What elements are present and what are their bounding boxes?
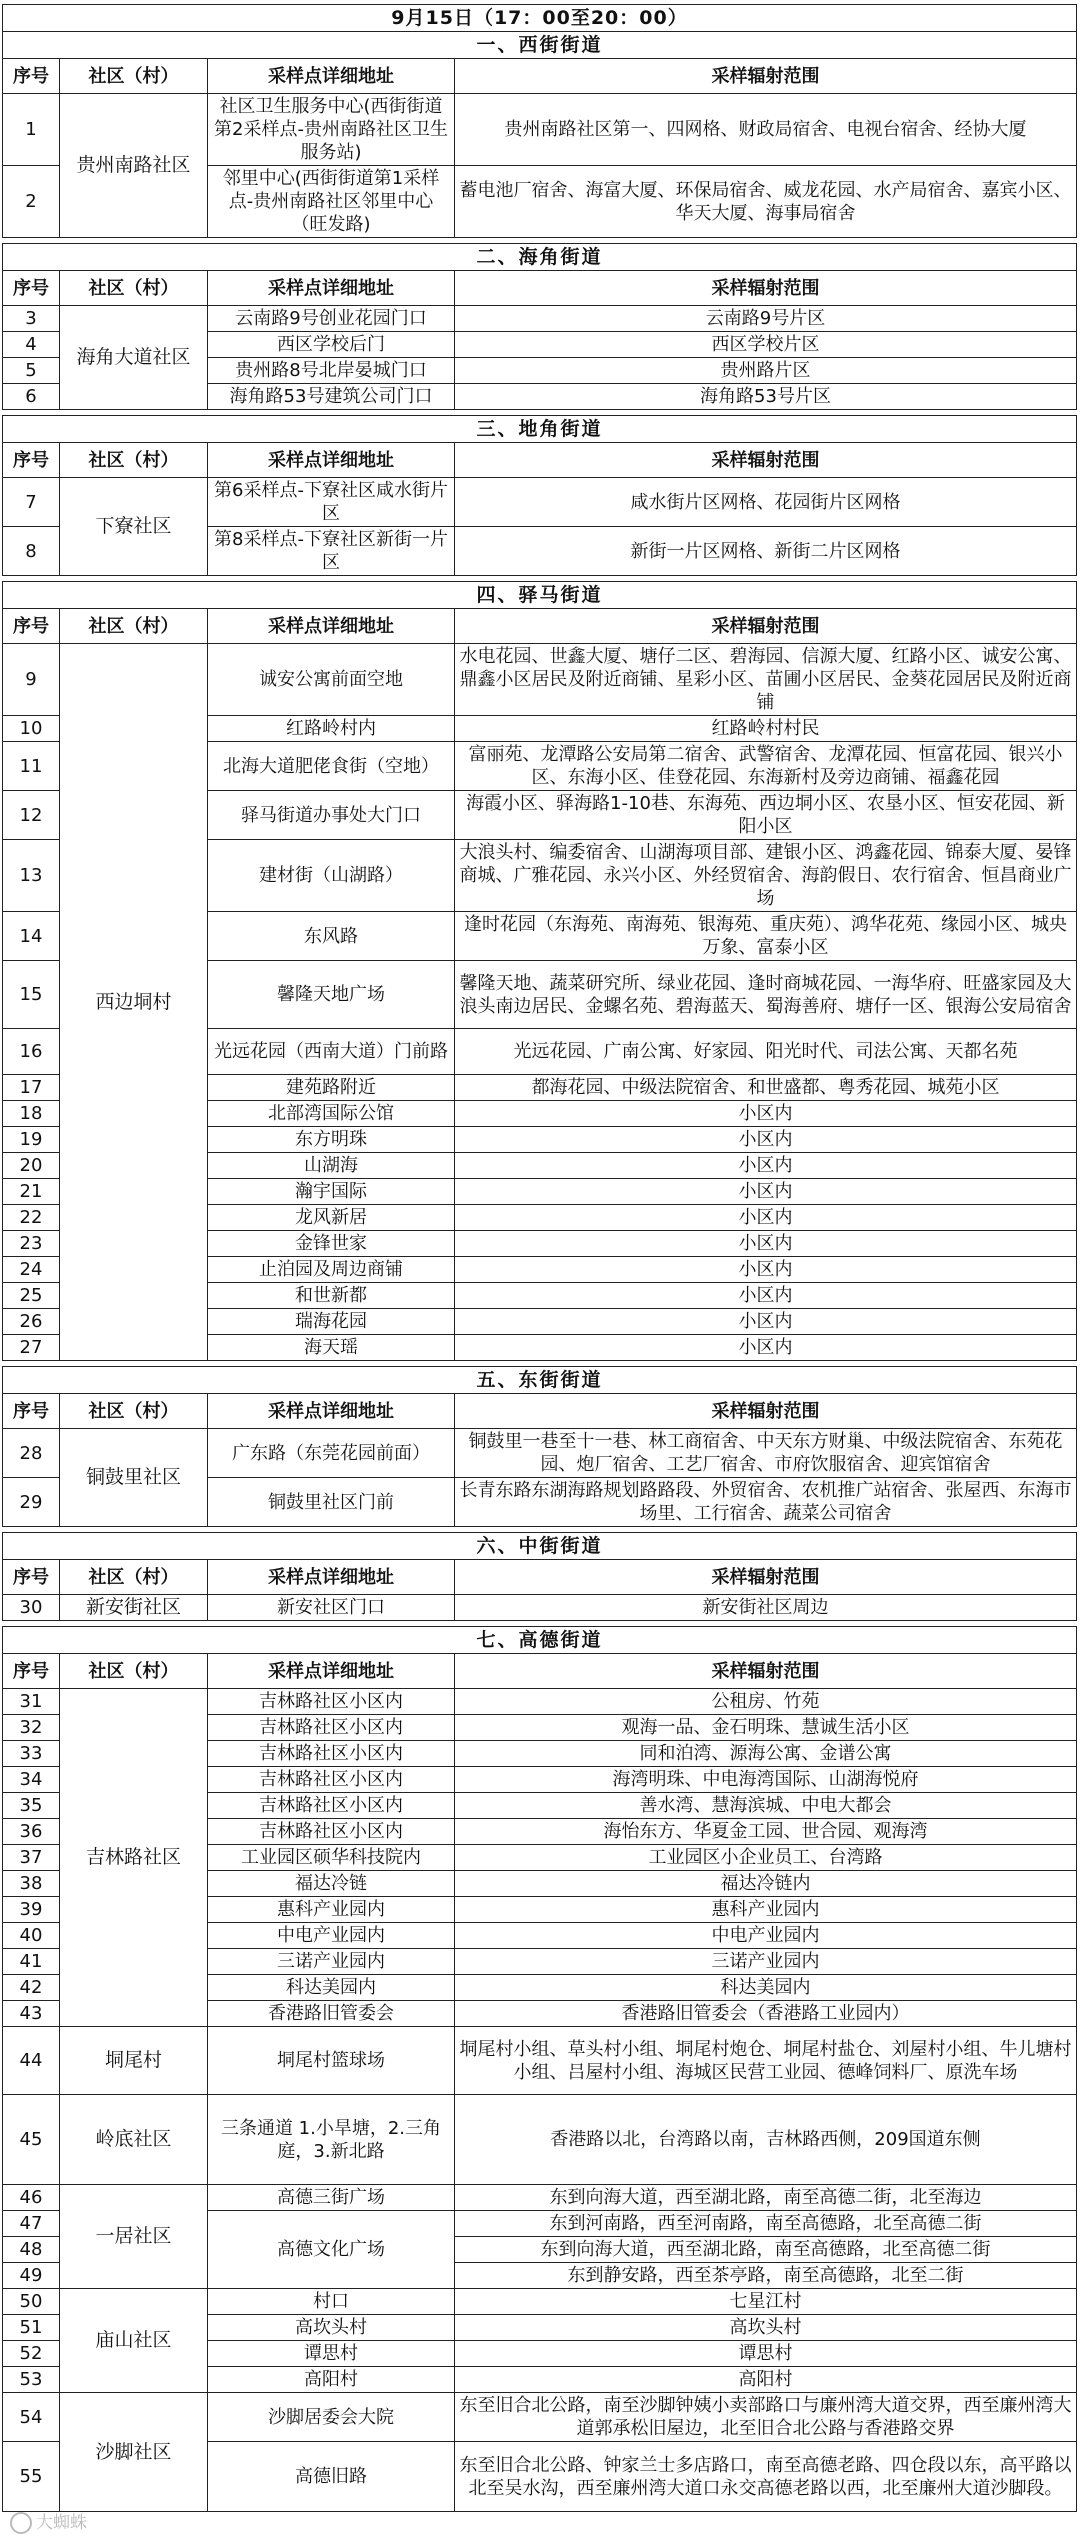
- sampling-range: 逢时花园（东海苑、南海苑、银海苑、重庆苑）、鸿华花苑、缘园小区、城央万象、富泰小区: [455, 912, 1077, 961]
- column-header-range: 采样辐射范围: [455, 443, 1077, 478]
- sampling-range: 东至旧合北公路、钟家兰士多店路口，南至高德老路、四仓段以东，高平路以北至吴水沟，西至廉州湾大道口永交高德老路以西，北至廉州大道沙脚段。: [455, 2442, 1077, 2512]
- sampling-address: 西区学校后门: [208, 332, 455, 358]
- community-name: 铜鼓里社区: [60, 1429, 208, 1527]
- row-number: 37: [3, 1845, 60, 1871]
- sampling-range: 富丽苑、龙潭路公安局第二宿舍、武警宿舍、龙潭花园、恒富花园、银兴小区、东海小区、佳登花园、东海新村及旁边商铺、福鑫花园: [455, 742, 1077, 791]
- row-number: 55: [3, 2442, 60, 2512]
- sampling-range: 咸水街片区网格、花园街片区网格: [455, 478, 1077, 527]
- column-header-community: 社区（村）: [60, 443, 208, 478]
- row-number: 35: [3, 1793, 60, 1819]
- row-number: 1: [3, 94, 60, 166]
- section-title: 五、东街街道: [3, 1367, 1077, 1394]
- sampling-address: 科达美园内: [208, 1975, 455, 2001]
- row-number: 48: [3, 2237, 60, 2263]
- sampling-schedule-sheet: [2, 4, 1076, 2512]
- row-number: 47: [3, 2211, 60, 2237]
- sampling-range: 海怡东方、华夏金工园、世合园、观海湾: [455, 1819, 1077, 1845]
- sampling-address: 三诺产业园内: [208, 1949, 455, 1975]
- sampling-range: 小区内: [455, 1127, 1077, 1153]
- sampling-range: 红路岭村村民: [455, 716, 1077, 742]
- sampling-range: 东到河南路，西至河南路，南至高德路，北至高德二街: [455, 2211, 1077, 2237]
- community-name: 贵州南路社区: [60, 94, 208, 238]
- sampling-range: 科达美园内: [455, 1975, 1077, 2001]
- row-number: 14: [3, 912, 60, 961]
- table-row: [3, 2289, 1077, 2315]
- watermark: [10, 2508, 87, 2534]
- row-number: 15: [3, 961, 60, 1029]
- row-number: 54: [3, 2393, 60, 2442]
- table-row: [3, 1595, 1077, 1621]
- sampling-address: 北部湾国际公馆: [208, 1101, 455, 1127]
- column-header-no: 序号: [3, 443, 60, 478]
- community-name: 沙脚社区: [60, 2393, 208, 2512]
- column-header-no: 序号: [3, 1394, 60, 1429]
- section-title: 二、海角街道: [3, 244, 1077, 271]
- row-number: 21: [3, 1179, 60, 1205]
- sampling-address: 惠科产业园内: [208, 1897, 455, 1923]
- row-number: 43: [3, 2001, 60, 2027]
- sampling-range: 福达冷链内: [455, 1871, 1077, 1897]
- column-header-address: 采样点详细地址: [208, 1560, 455, 1595]
- row-number: 12: [3, 791, 60, 840]
- section-title: 一、西街街道: [3, 32, 1077, 59]
- column-header-address: 采样点详细地址: [208, 1394, 455, 1429]
- sampling-range: 观海一品、金石明珠、慧诚生活小区: [455, 1715, 1077, 1741]
- column-header-range: 采样辐射范围: [455, 1560, 1077, 1595]
- sampling-address: 广东路（东莞花园前面）: [208, 1429, 455, 1478]
- sampling-address: 社区卫生服务中心(西街街道第2采样点-贵州南路社区卫生服务站): [208, 94, 455, 166]
- community-name: 下寮社区: [60, 478, 208, 576]
- community-name: 新安街社区: [60, 1595, 208, 1621]
- sampling-range: 小区内: [455, 1101, 1077, 1127]
- row-number: 36: [3, 1819, 60, 1845]
- sampling-address: 贵州路8号北岸晏城门口: [208, 358, 455, 384]
- sampling-address: 红路岭村内: [208, 716, 455, 742]
- sampling-address: 吉林路社区小区内: [208, 1767, 455, 1793]
- column-header-community: 社区（村）: [60, 59, 208, 94]
- row-number: 50: [3, 2289, 60, 2315]
- sampling-address: 吉林路社区小区内: [208, 1793, 455, 1819]
- community-name: 海角大道社区: [60, 306, 208, 410]
- sampling-range: 馨隆天地、蔬菜研究所、绿业花园、逢时商城花园、一海华府、旺盛家园及大浪头南边居民、金螺名苑、碧海蓝天、蜀海善府、塘仔一区、银海公安局宿舍: [455, 961, 1077, 1029]
- table-row: [3, 94, 1077, 166]
- section-title: 七、高德街道: [3, 1627, 1077, 1654]
- sampling-range: 铜鼓里一巷至十一巷、林工商宿舍、中天东方财巢、中级法院宿舍、东苑花园、炮厂宿舍、工艺厂宿舍、市府饮服宿舍、迎宾馆宿舍: [455, 1429, 1077, 1478]
- row-number: 25: [3, 1283, 60, 1309]
- sampling-address: 第8采样点-下寮社区新街一片区: [208, 527, 455, 576]
- table-row: [3, 478, 1077, 527]
- column-header-address: 采样点详细地址: [208, 59, 455, 94]
- sampling-range: 小区内: [455, 1205, 1077, 1231]
- sampling-address: 驿马街道办事处大门口: [208, 791, 455, 840]
- sampling-address: 吉林路社区小区内: [208, 1689, 455, 1715]
- sampling-address: 瀚宇国际: [208, 1179, 455, 1205]
- column-header-community: 社区（村）: [60, 1394, 208, 1429]
- row-number: 38: [3, 1871, 60, 1897]
- sampling-address: 垌尾村篮球场: [208, 2027, 455, 2095]
- sampling-range: 新街一片区网格、新街二片区网格: [455, 527, 1077, 576]
- sampling-address: 东风路: [208, 912, 455, 961]
- table-row: [3, 2185, 1077, 2211]
- sampling-range: 七星江村: [455, 2289, 1077, 2315]
- sampling-address: 山湖海: [208, 1153, 455, 1179]
- sampling-address: 铜鼓里社区门前: [208, 1478, 455, 1527]
- row-number: 16: [3, 1029, 60, 1075]
- sampling-range: 都海花园、中级法院宿舍、和世盛都、粤秀花园、城苑小区: [455, 1075, 1077, 1101]
- row-number: 4: [3, 332, 60, 358]
- column-header-community: 社区（村）: [60, 609, 208, 644]
- sampling-address: 建材街（山湖路）: [208, 840, 455, 912]
- sampling-range: 新安街社区周边: [455, 1595, 1077, 1621]
- sampling-range: 香港路旧管委会（香港路工业园内）: [455, 2001, 1077, 2027]
- row-number: 29: [3, 1478, 60, 1527]
- row-number: 34: [3, 1767, 60, 1793]
- sampling-address: 瑞海花园: [208, 1309, 455, 1335]
- watermark-text: 大蜘蛛: [36, 2513, 87, 2533]
- row-number: 32: [3, 1715, 60, 1741]
- sampling-range: 光远花园、广南公寓、好家园、阳光时代、司法公寓、天都名苑: [455, 1029, 1077, 1075]
- row-number: 7: [3, 478, 60, 527]
- sampling-address: 海天瑶: [208, 1335, 455, 1361]
- column-header-no: 序号: [3, 1560, 60, 1595]
- table-row: [3, 2095, 1077, 2185]
- row-number: 30: [3, 1595, 60, 1621]
- table-row: [3, 1429, 1077, 1478]
- sampling-address: 建苑路附近: [208, 1075, 455, 1101]
- sampling-address: 三条通道 1.小旱塘，2.三角庭，3.新北路: [208, 2095, 455, 2185]
- sampling-address: 诚安公寓前面空地: [208, 644, 455, 716]
- sampling-range: 小区内: [455, 1257, 1077, 1283]
- column-header-range: 采样辐射范围: [455, 271, 1077, 306]
- row-number: 31: [3, 1689, 60, 1715]
- row-number: 42: [3, 1975, 60, 2001]
- column-header-community: 社区（村）: [60, 1560, 208, 1595]
- row-number: 17: [3, 1075, 60, 1101]
- row-number: 24: [3, 1257, 60, 1283]
- sampling-address: 谭思村: [208, 2341, 455, 2367]
- sampling-address: 和世新都: [208, 1283, 455, 1309]
- sampling-address: 中电产业园内: [208, 1923, 455, 1949]
- community-name: 岭底社区: [60, 2095, 208, 2185]
- sampling-address: 吉林路社区小区内: [208, 1741, 455, 1767]
- row-number: 40: [3, 1923, 60, 1949]
- sampling-range: 工业园区小企业员工、台湾路: [455, 1845, 1077, 1871]
- sampling-address: 工业园区硕华科技院内: [208, 1845, 455, 1871]
- sampling-range: 小区内: [455, 1283, 1077, 1309]
- sampling-address: 邻里中心(西街街道第1采样点-贵州南路社区邻里中心（旺发路): [208, 166, 455, 238]
- row-number: 19: [3, 1127, 60, 1153]
- sampling-address: 高阳村: [208, 2367, 455, 2393]
- sampling-range: 东到向海大道，西至湖北路，南至高德二街，北至海边: [455, 2185, 1077, 2211]
- community-name: 吉林路社区: [60, 1689, 208, 2027]
- table-row: [3, 306, 1077, 332]
- sampling-address: 福达冷链: [208, 1871, 455, 1897]
- sampling-range: 谭思村: [455, 2341, 1077, 2367]
- row-number: 33: [3, 1741, 60, 1767]
- sampling-range: 海湾明珠、中电海湾国际、山湖海悦府: [455, 1767, 1077, 1793]
- row-number: 41: [3, 1949, 60, 1975]
- column-header-address: 采样点详细地址: [208, 443, 455, 478]
- sampling-range: 东至旧合北公路，南至沙脚钟姨小卖部路口与廉州湾大道交界，西至廉州湾大道郭承松旧屋边，北至旧合北公路与香港路交界: [455, 2393, 1077, 2442]
- sampling-range: 惠科产业园内: [455, 1897, 1077, 1923]
- sampling-range: 大浪头村、编委宿舍、山湖海项目部、建银小区、鸿鑫花园、锦泰大厦、晏锋商城、广雅花园、永兴小区、外经贸宿舍、海韵假日、农行宿舍、恒昌商业广场: [455, 840, 1077, 912]
- sampling-address: 海角路53号建筑公司门口: [208, 384, 455, 410]
- sampling-range: 同和泊湾、源海公寓、金谱公寓: [455, 1741, 1077, 1767]
- sampling-range: 长青东路东湖海路规划路路段、外贸宿舍、农机推广站宿舍、张屋西、东海市场里、工行宿舍、蔬菜公司宿舍: [455, 1478, 1077, 1527]
- row-number: 51: [3, 2315, 60, 2341]
- sampling-address: 北海大道肥佬食街（空地）: [208, 742, 455, 791]
- table-row: [3, 2027, 1077, 2095]
- community-name: 垌尾村: [60, 2027, 208, 2095]
- sampling-range: 贵州南路社区第一、四网格、财政局宿舍、电视台宿舍、经协大厦: [455, 94, 1077, 166]
- sampling-address: 止泊园及周边商铺: [208, 1257, 455, 1283]
- sampling-address: 香港路旧管委会: [208, 2001, 455, 2027]
- row-number: 6: [3, 384, 60, 410]
- sampling-range: 香港路以北，台湾路以南，吉林路西侧，209国道东侧: [455, 2095, 1077, 2185]
- table-title: 9月15日（17：00至20：00）: [3, 5, 1077, 32]
- row-number: 27: [3, 1335, 60, 1361]
- column-header-no: 序号: [3, 609, 60, 644]
- sampling-address: 东方明珠: [208, 1127, 455, 1153]
- row-number: 53: [3, 2367, 60, 2393]
- sampling-range: 东到向海大道，西至湖北路，南至高德路，北至高德二街: [455, 2237, 1077, 2263]
- column-header-no: 序号: [3, 1654, 60, 1689]
- sampling-range: 善水湾、慧海滨城、中电大都会: [455, 1793, 1077, 1819]
- sampling-range: 海霞小区、驿海路1-10巷、东海苑、西边垌小区、农垦小区、恒安花园、新阳小区: [455, 791, 1077, 840]
- sampling-range: 小区内: [455, 1231, 1077, 1257]
- sampling-range: 蓄电池厂宿舍、海富大厦、环保局宿舍、威龙花园、水产局宿舍、嘉宾小区、华天大厦、海事局宿舍: [455, 166, 1077, 238]
- sampling-address: 沙脚居委会大院: [208, 2393, 455, 2442]
- sampling-table: [2, 4, 1077, 2512]
- sampling-address: 金锋世家: [208, 1231, 455, 1257]
- sampling-range: 高坎头村: [455, 2315, 1077, 2341]
- column-header-community: 社区（村）: [60, 1654, 208, 1689]
- column-header-community: 社区（村）: [60, 271, 208, 306]
- row-number: 26: [3, 1309, 60, 1335]
- sampling-range: 云南路9号片区: [455, 306, 1077, 332]
- row-number: 5: [3, 358, 60, 384]
- sampling-range: 贵州路片区: [455, 358, 1077, 384]
- row-number: 10: [3, 716, 60, 742]
- row-number: 28: [3, 1429, 60, 1478]
- sampling-range: 小区内: [455, 1335, 1077, 1361]
- column-header-range: 采样辐射范围: [455, 609, 1077, 644]
- row-number: 22: [3, 1205, 60, 1231]
- watermark-logo-icon: [10, 2512, 32, 2534]
- section-title: 三、地角街道: [3, 416, 1077, 443]
- section-title: 六、中街街道: [3, 1533, 1077, 1560]
- sampling-address: 村口: [208, 2289, 455, 2315]
- sampling-address: 高坎头村: [208, 2315, 455, 2341]
- sampling-address: 吉林路社区小区内: [208, 1819, 455, 1845]
- row-number: 8: [3, 527, 60, 576]
- row-number: 49: [3, 2263, 60, 2289]
- column-header-address: 采样点详细地址: [208, 609, 455, 644]
- row-number: 44: [3, 2027, 60, 2095]
- sampling-address: 云南路9号创业花园门口: [208, 306, 455, 332]
- sampling-address: 馨隆天地广场: [208, 961, 455, 1029]
- column-header-range: 采样辐射范围: [455, 59, 1077, 94]
- table-row: [3, 2393, 1077, 2442]
- community-name: 西边垌村: [60, 644, 208, 1361]
- column-header-address: 采样点详细地址: [208, 1654, 455, 1689]
- sampling-range: 中电产业园内: [455, 1923, 1077, 1949]
- sampling-address: 高德三街广场: [208, 2185, 455, 2211]
- row-number: 2: [3, 166, 60, 238]
- sampling-address: 高德文化广场: [208, 2211, 455, 2289]
- sampling-address: 高德旧路: [208, 2442, 455, 2512]
- row-number: 11: [3, 742, 60, 791]
- column-header-no: 序号: [3, 271, 60, 306]
- sampling-address: 第6采样点-下寮社区咸水街片区: [208, 478, 455, 527]
- table-row: [3, 644, 1077, 716]
- column-header-address: 采样点详细地址: [208, 271, 455, 306]
- sampling-range: 垌尾村小组、草头村小组、垌尾村炮仓、垌尾村盐仓、刘屋村小组、牛儿塘村小组、吕屋村小组、海城区民营工业园、德峰饲料厂、原洗车场: [455, 2027, 1077, 2095]
- sampling-range: 小区内: [455, 1179, 1077, 1205]
- sampling-range: 高阳村: [455, 2367, 1077, 2393]
- sampling-address: 光远花园（西南大道）门前路: [208, 1029, 455, 1075]
- row-number: 46: [3, 2185, 60, 2211]
- column-header-range: 采样辐射范围: [455, 1654, 1077, 1689]
- sampling-address: 龙风新居: [208, 1205, 455, 1231]
- row-number: 9: [3, 644, 60, 716]
- sampling-range: 小区内: [455, 1153, 1077, 1179]
- row-number: 13: [3, 840, 60, 912]
- row-number: 18: [3, 1101, 60, 1127]
- row-number: 23: [3, 1231, 60, 1257]
- row-number: 52: [3, 2341, 60, 2367]
- row-number: 39: [3, 1897, 60, 1923]
- column-header-range: 采样辐射范围: [455, 1394, 1077, 1429]
- row-number: 45: [3, 2095, 60, 2185]
- column-header-no: 序号: [3, 59, 60, 94]
- sampling-range: 东到静安路，西至茶亭路，南至高德路，北至二街: [455, 2263, 1077, 2289]
- sampling-range: 西区学校片区: [455, 332, 1077, 358]
- sampling-range: 公租房、竹苑: [455, 1689, 1077, 1715]
- sampling-range: 海角路53号片区: [455, 384, 1077, 410]
- section-title: 四、驿马街道: [3, 582, 1077, 609]
- sampling-range: 水电花园、世鑫大厦、塘仔二区、碧海园、信源大厦、红路小区、诚安公寓、鼎鑫小区居民及附近商铺、星彩小区、苗圃小区居民、金葵花园居民及附近商铺: [455, 644, 1077, 716]
- row-number: 3: [3, 306, 60, 332]
- sampling-address: 新安社区门口: [208, 1595, 455, 1621]
- table-row: [3, 1689, 1077, 1715]
- sampling-address: 吉林路社区小区内: [208, 1715, 455, 1741]
- sampling-range: 三诺产业园内: [455, 1949, 1077, 1975]
- community-name: 一居社区: [60, 2185, 208, 2289]
- community-name: 庙山社区: [60, 2289, 208, 2393]
- sampling-range: 小区内: [455, 1309, 1077, 1335]
- row-number: 20: [3, 1153, 60, 1179]
